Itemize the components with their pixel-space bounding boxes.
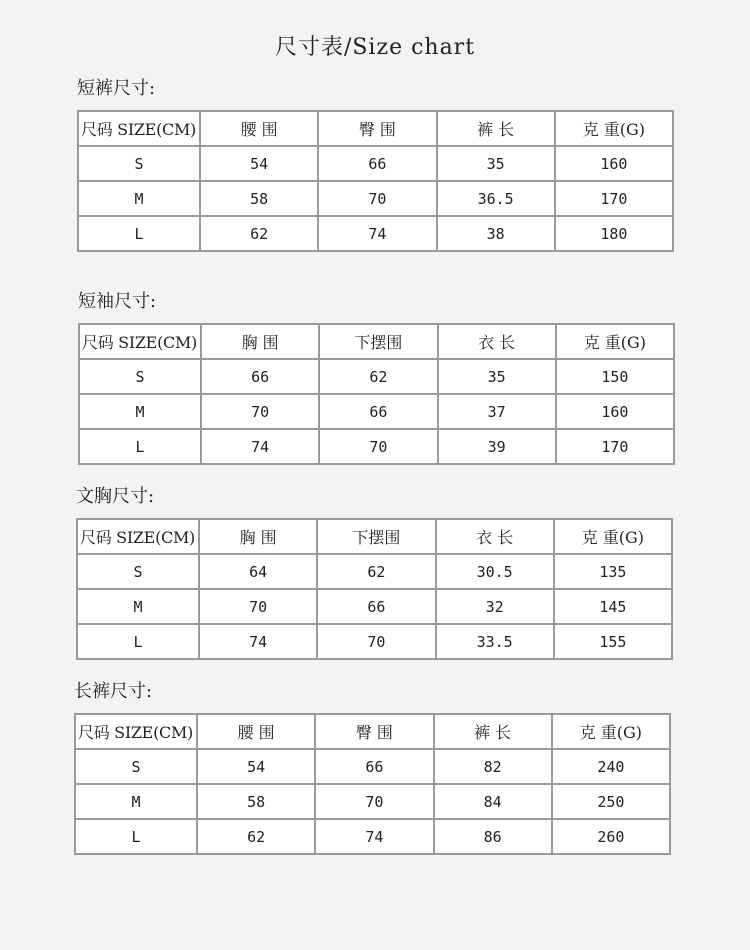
bra-size-section — [76, 484, 676, 660]
value-cell: 74 — [199, 624, 317, 659]
size-cell: M — [79, 394, 201, 429]
size-cell: M — [77, 589, 199, 624]
header-cell: 腰 围 — [200, 111, 318, 146]
value-cell: 62 — [197, 819, 315, 854]
value-cell: 58 — [200, 181, 318, 216]
value-cell: 170 — [555, 181, 673, 216]
header-cell: 克 重(G) — [556, 324, 674, 359]
short-sleeve-size-table — [78, 323, 675, 465]
table-row — [77, 554, 672, 589]
page-title: 尺寸表/Size chart — [274, 35, 476, 60]
header-cell: 尺码 SIZE(CM) — [77, 519, 199, 554]
value-cell: 74 — [315, 819, 433, 854]
table-row — [78, 181, 673, 216]
header-cell: 臀 围 — [315, 714, 433, 749]
size-cell: L — [78, 216, 200, 251]
value-cell: 70 — [315, 784, 433, 819]
header-cell: 裤 长 — [437, 111, 555, 146]
header-cell: 克 重(G) — [552, 714, 670, 749]
value-cell: 240 — [552, 749, 670, 784]
table-row — [78, 146, 673, 181]
size-cell: M — [75, 784, 197, 819]
value-cell: 135 — [554, 554, 672, 589]
value-cell: 62 — [319, 359, 437, 394]
trousers-size-table — [74, 713, 671, 855]
size-cell: L — [77, 624, 199, 659]
value-cell: 70 — [199, 589, 317, 624]
table-header-row — [78, 111, 673, 146]
value-cell: 39 — [438, 429, 556, 464]
header-cell: 尺码 SIZE(CM) — [75, 714, 197, 749]
value-cell: 54 — [200, 146, 318, 181]
header-cell: 胸 围 — [199, 519, 317, 554]
value-cell: 74 — [201, 429, 319, 464]
size-cell: L — [79, 429, 201, 464]
value-cell: 30.5 — [436, 554, 554, 589]
table-row — [78, 216, 673, 251]
header-cell: 克 重(G) — [554, 519, 672, 554]
trousers-size-section — [74, 679, 674, 855]
header-cell: 腰 围 — [197, 714, 315, 749]
value-cell: 33.5 — [436, 624, 554, 659]
value-cell: 180 — [555, 216, 673, 251]
value-cell: 70 — [317, 624, 435, 659]
short-sleeve-size-section — [78, 289, 678, 465]
header-cell: 胸 围 — [201, 324, 319, 359]
size-cell: S — [75, 749, 197, 784]
table-row — [75, 819, 670, 854]
table-row — [79, 359, 674, 394]
value-cell: 62 — [317, 554, 435, 589]
header-cell: 尺码 SIZE(CM) — [79, 324, 201, 359]
value-cell: 84 — [434, 784, 552, 819]
section-label: 文胸尺寸: — [76, 486, 155, 507]
value-cell: 160 — [556, 394, 674, 429]
table-row — [75, 784, 670, 819]
section-label: 短袖尺寸: — [78, 291, 157, 312]
value-cell: 150 — [556, 359, 674, 394]
table-header-row — [77, 519, 672, 554]
value-cell: 66 — [319, 394, 437, 429]
value-cell: 66 — [315, 749, 433, 784]
table-row — [79, 429, 674, 464]
table-row — [75, 749, 670, 784]
value-cell: 35 — [437, 146, 555, 181]
size-cell: M — [78, 181, 200, 216]
value-cell: 155 — [554, 624, 672, 659]
header-cell: 下摆围 — [319, 324, 437, 359]
value-cell: 32 — [436, 589, 554, 624]
value-cell: 54 — [197, 749, 315, 784]
value-cell: 260 — [552, 819, 670, 854]
value-cell: 38 — [437, 216, 555, 251]
value-cell: 86 — [434, 819, 552, 854]
value-cell: 70 — [318, 181, 436, 216]
table-row — [77, 624, 672, 659]
value-cell: 66 — [201, 359, 319, 394]
value-cell: 145 — [554, 589, 672, 624]
table-row — [77, 589, 672, 624]
value-cell: 82 — [434, 749, 552, 784]
value-cell: 35 — [438, 359, 556, 394]
value-cell: 62 — [200, 216, 318, 251]
header-cell: 克 重(G) — [555, 111, 673, 146]
table-header-row — [75, 714, 670, 749]
size-cell: S — [79, 359, 201, 394]
shorts-size-section — [77, 76, 677, 252]
value-cell: 70 — [319, 429, 437, 464]
bra-size-table — [76, 518, 673, 660]
value-cell: 170 — [556, 429, 674, 464]
value-cell: 36.5 — [437, 181, 555, 216]
header-cell: 衣 长 — [438, 324, 556, 359]
section-label: 长裤尺寸: — [74, 681, 153, 702]
size-cell: S — [77, 554, 199, 589]
value-cell: 58 — [197, 784, 315, 819]
header-cell: 衣 长 — [436, 519, 554, 554]
value-cell: 66 — [317, 589, 435, 624]
header-cell: 裤 长 — [434, 714, 552, 749]
value-cell: 70 — [201, 394, 319, 429]
section-label: 短裤尺寸: — [77, 78, 156, 99]
shorts-size-table — [77, 110, 674, 252]
size-cell: L — [75, 819, 197, 854]
table-row — [79, 394, 674, 429]
table-header-row — [79, 324, 674, 359]
value-cell: 66 — [318, 146, 436, 181]
value-cell: 160 — [555, 146, 673, 181]
size-cell: S — [78, 146, 200, 181]
value-cell: 250 — [552, 784, 670, 819]
header-cell: 臀 围 — [318, 111, 436, 146]
value-cell: 37 — [438, 394, 556, 429]
value-cell: 64 — [199, 554, 317, 589]
header-cell: 下摆围 — [317, 519, 435, 554]
value-cell: 74 — [318, 216, 436, 251]
header-cell: 尺码 SIZE(CM) — [78, 111, 200, 146]
